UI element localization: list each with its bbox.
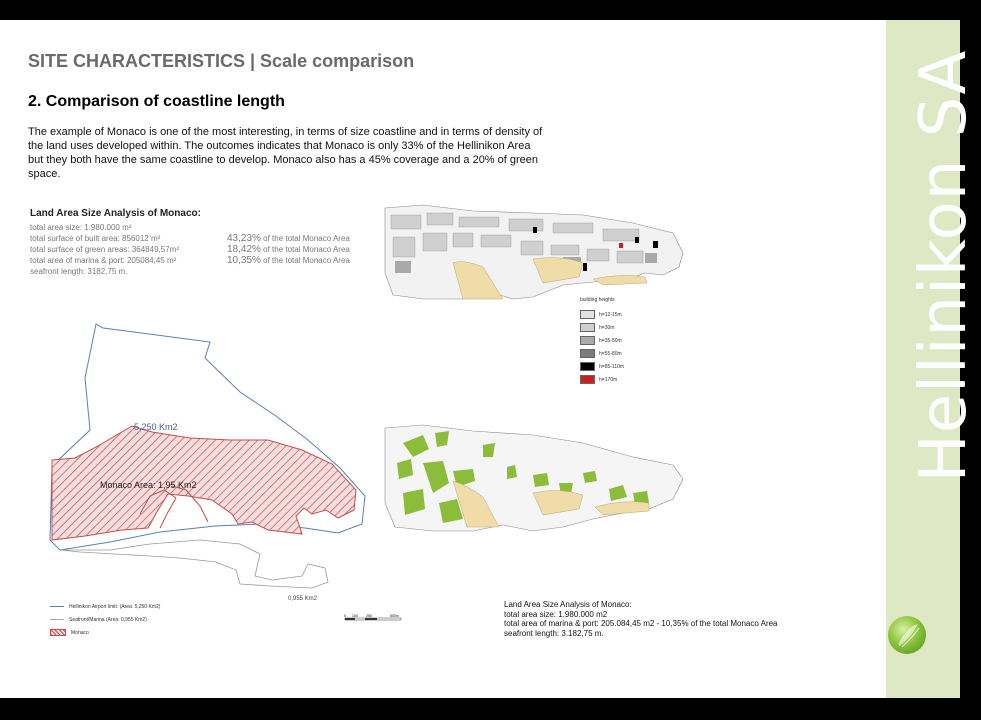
map-legend-item: Hellinikon Airport limit: (Area: 5,250 Km2) bbox=[50, 600, 160, 613]
height-legend-item: h=30m bbox=[580, 321, 624, 334]
analysis-row: total area size: 1.980.000 m² bbox=[30, 223, 132, 232]
monaco-area-label: Monaco Area: 1,95 Km2 bbox=[100, 480, 197, 490]
building-heights-legend bbox=[580, 297, 624, 386]
page-title: SITE CHARACTERISTICS | Scale comparison bbox=[28, 51, 415, 71]
analysis-bottom-line: seafront length: 3.182,75 m. bbox=[504, 628, 604, 638]
hellinikon-area-label: 5,250 Km2 bbox=[134, 422, 178, 432]
green-space-map bbox=[383, 423, 693, 533]
analysis-row: total surface of green areas: 364849,57m² 18,42% of the total Monaco Area bbox=[30, 244, 350, 255]
height-legend-item: h=12-15m bbox=[580, 308, 624, 321]
logo-icon bbox=[888, 616, 926, 654]
scale-bar bbox=[343, 614, 407, 628]
marina-area-label: 0,955 Km2 bbox=[288, 596, 318, 602]
height-legend-item: h=170m bbox=[580, 373, 624, 386]
scale-label: 500m bbox=[390, 614, 399, 618]
map-legend-item: Monaco bbox=[50, 626, 160, 639]
analysis-row: seafront length: 3182,75 m. bbox=[30, 267, 128, 276]
analysis-row: total area of marina & port: 205084,45 m² 10,35% of the total Monaco Area bbox=[30, 255, 350, 266]
scale-label: 250 bbox=[366, 614, 372, 618]
analysis-bottom-line: total area of marina & port: 205.084,45 m2 - 10,35% of the total Monaco Area bbox=[504, 619, 778, 628]
slide bbox=[0, 20, 981, 698]
scale-label: 0 bbox=[344, 614, 346, 618]
overlay-map bbox=[40, 318, 370, 602]
height-legend-item: h=55-80m bbox=[580, 347, 624, 360]
map-legend bbox=[50, 600, 160, 639]
analysis-row: total surface of built area: 856012 m² 43,23% of the total Monaco Area bbox=[30, 233, 350, 244]
analysis-bottom-line: total area size: 1.980.000 m2 bbox=[504, 609, 608, 619]
brand-name: Hellinikon SA bbox=[907, 49, 981, 483]
height-legend-item: h=35-50m bbox=[580, 334, 624, 347]
analysis-bottom-title: Land Area Size Analysis of Monaco: bbox=[504, 600, 632, 609]
land-area-analysis-bottom bbox=[504, 600, 778, 638]
intro-paragraph: The example of Monaco is one of the most interesting, in terms of size coastline and in terms of density of the land uses developed within. The outcomes indicates that Monaco is only 33% of the Hellinikon Area but they both have the same coastline to develop. Monaco also has a 45% coverage and a 20% of green space. bbox=[28, 126, 543, 180]
land-area-analysis-top bbox=[30, 208, 370, 277]
building-heights-map bbox=[383, 203, 693, 303]
section-heading: 2. Comparison of coastline length bbox=[28, 93, 285, 110]
building-heights-title: building heights bbox=[580, 297, 615, 303]
analysis-top-title: Land Area Size Analysis of Monaco: bbox=[30, 208, 201, 219]
height-legend-item: h=85-110m bbox=[580, 360, 624, 373]
monaco-hatched-area bbox=[52, 426, 356, 540]
seafront-marina-outline bbox=[60, 540, 328, 588]
map-legend-item: Seafront/Marina (Area: 0,955 Km2) bbox=[50, 613, 160, 626]
scale-label: 100 bbox=[352, 614, 358, 618]
